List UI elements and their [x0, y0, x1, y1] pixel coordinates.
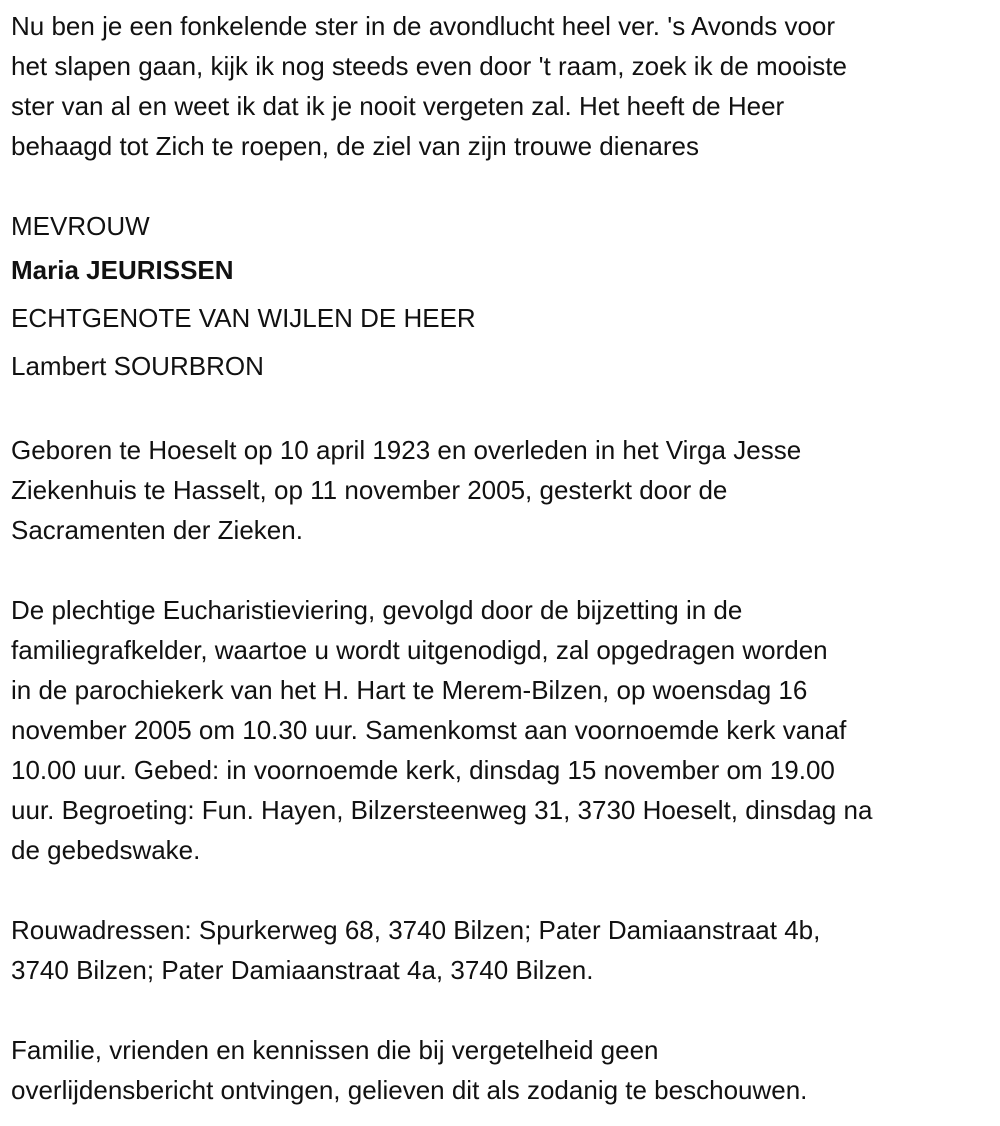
text-line: overlijdensbericht ontvingen, gelieven dit als zodanig te beschouwen.: [11, 1075, 808, 1105]
deceased-block: [11, 206, 872, 390]
ceremony-paragraph: [11, 590, 872, 870]
text-line: ster van al en weet ik dat ik je nooit vergeten zal. Het heeft de Heer: [11, 91, 785, 121]
text-line: Ziekenhuis te Hasselt, op 11 november 2005, gesterkt door de: [11, 475, 728, 505]
text-line: het slapen gaan, kijk ik nog steeds even door 't raam, zoek ik de mooiste: [11, 51, 847, 81]
text-line: familiegrafkelder, waartoe u wordt uitgenodigd, zal opgedragen worden: [11, 635, 828, 665]
intro-paragraph: [11, 6, 872, 166]
text-line: 10.00 uur. Gebed: in voornoemde kerk, dinsdag 15 november om 19.00: [11, 755, 835, 785]
obituary-document: [11, 6, 872, 1110]
text-line: Rouwadressen: Spurkerweg 68, 3740 Bilzen; Pater Damiaanstraat 4b,: [11, 915, 821, 945]
spacer: [11, 390, 872, 430]
text-line: november 2005 om 10.30 uur. Samenkomst aan voornoemde kerk vanaf: [11, 715, 847, 745]
text-line: behaagd tot Zich te roepen, de ziel van zijn trouwe dienares: [11, 131, 699, 161]
spacer: [11, 550, 872, 590]
text-line: Sacramenten der Zieken.: [11, 515, 303, 545]
spouse-name: Lambert SOURBRON: [11, 351, 264, 381]
spacer: [11, 870, 872, 910]
deceased-title: MEVROUW: [11, 211, 150, 241]
text-line: uur. Begroeting: Fun. Hayen, Bilzersteenweg 31, 3730 Hoeselt, dinsdag na: [11, 795, 873, 825]
deceased-name: Maria JEURISSEN: [11, 255, 234, 285]
text-line: 3740 Bilzen; Pater Damiaanstraat 4a, 3740 Bilzen.: [11, 955, 594, 985]
text-line: de gebedswake.: [11, 835, 201, 865]
spacer: [11, 166, 872, 206]
text-line: Familie, vrienden en kennissen die bij vergetelheid geen: [11, 1035, 659, 1065]
addresses-paragraph: [11, 910, 872, 990]
text-line: Nu ben je een fonkelende ster in de avondlucht heel ver. 's Avonds voor: [11, 11, 836, 41]
birth-death-paragraph: [11, 430, 872, 550]
text-line: De plechtige Eucharistieviering, gevolgd door de bijzetting in de: [11, 595, 743, 625]
text-line: in de parochiekerk van het H. Hart te Merem-Bilzen, op woensdag 16: [11, 675, 808, 705]
closing-paragraph: [11, 1030, 872, 1110]
spacer: [11, 990, 872, 1030]
text-line: Geboren te Hoeselt op 10 april 1923 en overleden in het Virga Jesse: [11, 435, 802, 465]
deceased-relation: ECHTGENOTE VAN WIJLEN DE HEER: [11, 303, 476, 333]
